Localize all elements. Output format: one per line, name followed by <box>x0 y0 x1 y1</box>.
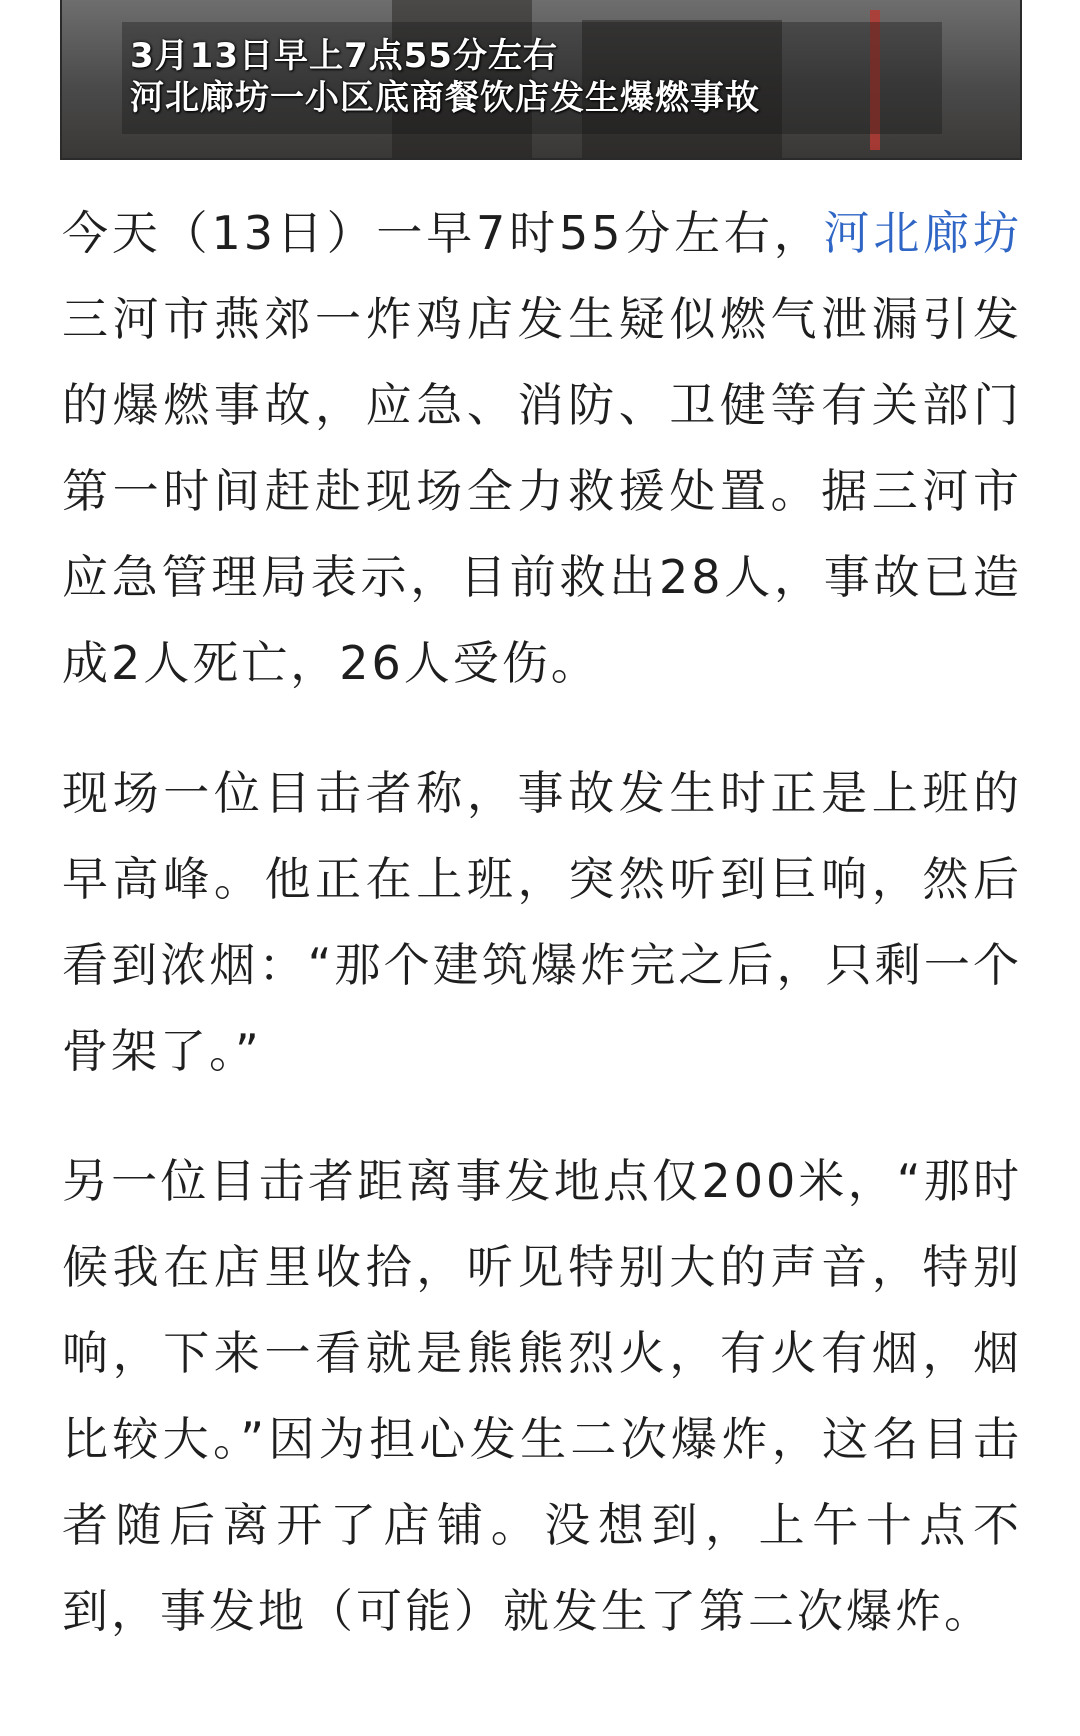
article-paragraph-3: 另一位目击者距离事发地点仅200米，“那时候我在店里收拾，听见特别大的声音，特别响，下来一看就是熊熊烈火，有火有烟，烟比较大。”因为担心发生二次爆炸，这名目击者随后离开了店铺。没想到，上午十点不到，事发地（可能）就发生了第二次爆炸。 <box>62 1154 1022 1638</box>
location-link[interactable]: 河北廊坊 <box>823 206 1022 260</box>
video-caption-line-2: 河北廊坊一小区底商餐饮店发生爆燃事故 <box>130 78 760 118</box>
video-caption-line-1: 3月13日早上7点55分左右 <box>130 36 558 76</box>
news-video-thumbnail[interactable] <box>60 0 1022 160</box>
article-paragraph-2: 现场一位目击者称，事故发生时正是上班的早高峰。他正在上班，突然听到巨响，然后看到浓烟：“那个建筑爆炸完之后，只剩一个骨架了。” <box>62 766 1022 1078</box>
paragraph-text: 今天（13日）一早7时55分左右， <box>62 206 824 260</box>
article-body <box>62 190 1022 1654</box>
article-paragraph-1 <box>62 190 1022 706</box>
paragraph-text: 三河市燕郊一炸鸡店发生疑似燃气泄漏引发的爆燃事故，应急、消防、卫健等有关部门第一时间赶赴现场全力救援处置。据三河市应急管理局表示，目前救出28人，事故已造成2人死亡，26人受伤。 <box>62 292 1022 690</box>
